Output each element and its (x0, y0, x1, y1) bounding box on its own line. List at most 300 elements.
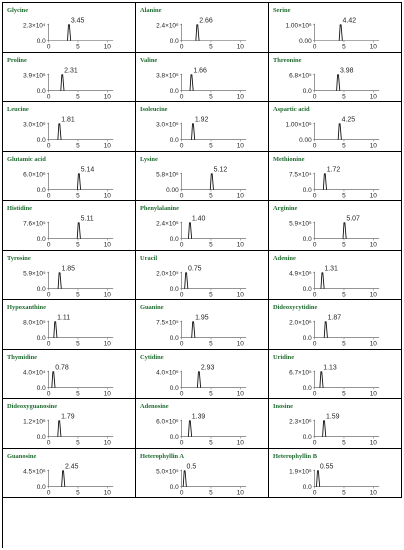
y-max-label: 3.8×10⁶ (156, 71, 179, 79)
y-max-label: 5.9×10⁶ (289, 220, 312, 228)
retention-time-label: 5.14 (80, 165, 95, 173)
chromatogram-panel (136, 3, 269, 53)
compound-name: Phenylalanine (139, 205, 180, 213)
chromatogram-panel (136, 53, 269, 103)
chromatogram-peak (320, 372, 323, 388)
retention-time-label: 1.85 (61, 265, 76, 273)
y-min-label: 0.0 (302, 484, 312, 492)
x-tick-label: 5 (342, 142, 346, 150)
compound-name: Cytidine (139, 353, 164, 361)
x-tick-label: 0 (179, 390, 184, 398)
retention-time-label: 1.40 (191, 215, 206, 223)
y-max-label: 2.0×10⁶ (289, 319, 312, 327)
chromatogram-plot (3, 201, 135, 250)
x-tick-label: 0 (312, 390, 317, 398)
chromatogram-plot (3, 449, 135, 498)
chromatogram-panel (136, 300, 269, 350)
x-tick-label: 5 (209, 390, 213, 398)
y-min-label: 0.0 (36, 38, 46, 46)
x-tick-label: 10 (369, 340, 377, 348)
chromatogram-peak (77, 223, 80, 239)
chromatogram-panel (3, 3, 136, 53)
chromatogram-panel (136, 399, 269, 449)
chromatogram-plot (136, 102, 268, 151)
x-tick-label: 10 (236, 291, 244, 299)
chromatogram-peak (188, 421, 191, 437)
y-max-label: 1.2×10⁶ (23, 418, 46, 426)
y-min-label: 0.0 (169, 137, 179, 145)
chromatogram-panel (269, 300, 402, 350)
x-tick-label: 5 (76, 43, 80, 51)
compound-name: Hypoxanthine (6, 304, 47, 312)
retention-time-label: 2.31 (64, 66, 78, 74)
x-tick-label: 0 (312, 241, 317, 249)
chromatogram-panel (136, 102, 269, 152)
x-tick-label: 0 (179, 489, 184, 497)
x-tick-label: 0 (46, 439, 51, 447)
y-min-label: 0.0 (302, 335, 312, 343)
chromatogram-peak (324, 322, 327, 338)
compound-name: Adenine (272, 254, 296, 262)
x-tick-label: 0 (312, 43, 317, 51)
chromatogram-peak (188, 223, 191, 239)
y-min-label: 0.0 (169, 384, 179, 392)
chromatogram-plot (136, 449, 268, 498)
y-max-label: 2.3×10⁴ (23, 22, 46, 30)
retention-time-label: 1.13 (323, 364, 337, 372)
chromatogram-panel (3, 251, 136, 301)
y-max-label: 6.0×10⁶ (23, 170, 46, 178)
chromatogram-peak (62, 471, 65, 487)
chromatogram-peak (185, 273, 188, 289)
retention-time-label: 1.79 (61, 413, 75, 421)
retention-time-label: 2.45 (65, 463, 79, 471)
compound-name: Uridine (272, 353, 295, 361)
x-tick-label: 10 (103, 241, 111, 249)
y-max-label: 2.4×10⁶ (156, 22, 179, 30)
y-max-label: 4.0×10⁴ (23, 369, 46, 377)
chromatogram-panel (136, 152, 269, 202)
chromatogram-peak (197, 372, 200, 388)
y-min-label: 0.0 (169, 484, 179, 492)
chromatogram-plot (136, 201, 268, 250)
chromatogram-plot (136, 300, 268, 349)
x-tick-label: 5 (76, 291, 80, 299)
chromatogram-peak (196, 25, 199, 41)
x-tick-label: 5 (209, 439, 213, 447)
chromatogram-plot (3, 152, 135, 201)
chromatogram-peak (58, 421, 61, 437)
x-tick-label: 0 (312, 291, 317, 299)
retention-time-label: 1.72 (326, 165, 341, 173)
x-tick-label: 5 (342, 241, 346, 249)
compound-name: Methionine (272, 155, 305, 163)
y-min-label: 0.0 (302, 384, 312, 392)
y-max-label: 2.3×10⁶ (289, 418, 312, 426)
chromatogram-plot (269, 53, 401, 102)
chromatogram-peak (339, 25, 342, 41)
chromatogram-panel (3, 102, 136, 152)
y-min-label: 0.0 (169, 335, 179, 343)
chromatogram-plot (136, 53, 268, 102)
x-tick-label: 10 (103, 340, 111, 348)
y-min-label: 0.0 (302, 186, 312, 194)
compound-name: Uracil (139, 254, 158, 262)
chromatogram-plot (269, 152, 401, 201)
compound-name: Guanine (139, 304, 164, 312)
chromatogram-panel (269, 102, 402, 152)
retention-time-label: 1.59 (325, 413, 340, 421)
y-max-label: 3.0×10⁶ (23, 121, 46, 129)
compound-name: Glutamic acid (6, 155, 46, 163)
chromatogram-plot (136, 152, 268, 201)
x-tick-label: 0 (179, 93, 184, 101)
x-tick-label: 5 (342, 291, 346, 299)
x-tick-label: 10 (369, 43, 377, 51)
x-tick-label: 10 (103, 489, 111, 497)
y-min-label: 0.0 (302, 434, 312, 442)
y-min-label: 0.00 (299, 38, 312, 46)
compound-name: Valine (139, 56, 158, 64)
chromatogram-panel (136, 251, 269, 301)
retention-time-label: 2.93 (200, 364, 215, 372)
chromatogram-peak (61, 74, 64, 90)
x-tick-label: 5 (209, 489, 213, 497)
y-min-label: 0.0 (36, 285, 46, 293)
x-tick-label: 5 (76, 241, 80, 249)
chromatogram-peak (321, 273, 324, 289)
compound-name: Arginine (272, 205, 298, 213)
chromatogram-peak (192, 124, 195, 140)
compound-name: Alanine (139, 6, 162, 14)
compound-name: Isoleucine (139, 105, 168, 113)
y-min-label: 0.0 (36, 484, 46, 492)
x-tick-label: 10 (236, 439, 244, 447)
x-tick-label: 10 (103, 390, 111, 398)
y-max-label: 7.5×10⁴ (289, 170, 312, 178)
chromatogram-panel (269, 152, 402, 202)
y-min-label: 0.00 (299, 137, 312, 145)
retention-time-label: 2.66 (199, 17, 213, 25)
chromatogram-plot (269, 201, 401, 250)
chromatogram-peak (323, 421, 326, 437)
x-tick-label: 5 (209, 241, 213, 249)
x-tick-label: 5 (209, 43, 213, 51)
x-tick-label: 0 (312, 142, 317, 150)
chromatogram-panel (3, 53, 136, 103)
chromatogram-plot (136, 399, 268, 448)
y-max-label: 1.00×10⁶ (285, 121, 312, 129)
y-max-label: 6.0×10⁶ (156, 418, 179, 426)
compound-name: Lysine (139, 155, 158, 163)
x-tick-label: 0 (179, 43, 184, 51)
x-tick-label: 5 (342, 93, 346, 101)
compound-name: Guanosine (6, 452, 37, 460)
y-min-label: 0.00 (166, 186, 179, 194)
y-max-label: 3.0×10⁶ (156, 121, 179, 129)
chromatogram-plot (269, 102, 401, 151)
chromatogram-peak (192, 322, 195, 338)
y-min-label: 0.0 (36, 87, 46, 95)
retention-time-label: 1.66 (193, 66, 207, 74)
y-max-label: 6.8×10⁵ (289, 71, 312, 79)
compound-name: Thymidine (6, 353, 38, 361)
chromatogram-peak (190, 74, 193, 90)
retention-time-label: 1.39 (191, 413, 206, 421)
retention-time-label: 5.11 (80, 215, 94, 223)
retention-time-label: 5.12 (213, 165, 228, 173)
chromatogram-peak (67, 25, 70, 41)
x-tick-label: 5 (342, 390, 346, 398)
y-min-label: 0.0 (302, 87, 312, 95)
x-tick-label: 10 (103, 192, 111, 200)
x-tick-label: 10 (369, 142, 377, 150)
y-min-label: 0.0 (169, 38, 179, 46)
x-tick-label: 10 (369, 489, 377, 497)
x-tick-label: 10 (369, 93, 377, 101)
x-tick-label: 10 (236, 241, 244, 249)
x-tick-label: 0 (179, 241, 184, 249)
chromatogram-panel (3, 152, 136, 202)
chromatogram-peak (210, 173, 213, 189)
x-tick-label: 5 (76, 390, 80, 398)
chromatogram-peak (338, 124, 341, 140)
chromatogram-panel (269, 350, 402, 400)
retention-time-label: 0.55 (319, 463, 334, 471)
x-tick-label: 0 (46, 489, 51, 497)
chromatogram-plot (3, 399, 135, 448)
x-tick-label: 10 (236, 390, 244, 398)
y-max-label: 1.00×10⁶ (285, 22, 312, 30)
chromatogram-panel (136, 449, 269, 499)
chromatogram-panel (269, 53, 402, 103)
x-tick-label: 0 (46, 340, 51, 348)
y-max-label: 7.5×10⁵ (156, 319, 179, 327)
x-tick-label: 0 (179, 340, 184, 348)
compound-name: Aspartic acid (272, 105, 310, 113)
chromatogram-panel (136, 350, 269, 400)
y-min-label: 0.0 (169, 434, 179, 442)
y-max-label: 5.0×10⁵ (156, 468, 179, 476)
y-max-label: 4.0×10⁶ (156, 369, 179, 377)
x-tick-label: 10 (236, 93, 244, 101)
x-tick-label: 10 (103, 43, 111, 51)
y-max-label: 7.6×10⁵ (23, 220, 46, 228)
chromatogram-plot (136, 350, 268, 399)
chromatogram-plot (269, 251, 401, 300)
chromatogram-peak (77, 173, 80, 189)
x-tick-label: 5 (209, 192, 213, 200)
retention-time-label: 0.5 (186, 463, 197, 471)
compound-name: Heterophyllin A (139, 452, 185, 460)
retention-time-label: 1.11 (57, 314, 71, 322)
compound-name: Leucine (6, 105, 29, 113)
chromatogram-plot (3, 3, 135, 52)
compound-name: Proline (6, 56, 27, 64)
x-tick-label: 0 (179, 291, 184, 299)
x-tick-label: 10 (236, 142, 244, 150)
retention-time-label: 1.87 (327, 314, 342, 322)
x-tick-label: 10 (369, 192, 377, 200)
x-tick-label: 5 (209, 93, 213, 101)
retention-time-label: 4.25 (341, 116, 356, 124)
x-tick-label: 5 (76, 439, 80, 447)
x-tick-label: 0 (179, 142, 184, 150)
x-tick-label: 0 (46, 291, 51, 299)
chromatogram-peak (323, 173, 326, 189)
chromatogram-peak (58, 124, 61, 140)
y-max-label: 8.0×10⁵ (23, 319, 46, 327)
x-tick-label: 10 (103, 439, 111, 447)
x-tick-label: 0 (46, 241, 51, 249)
y-max-label: 3.9×10⁶ (23, 71, 46, 79)
y-min-label: 0.0 (36, 137, 46, 145)
compound-name: Threonine (272, 56, 302, 64)
x-tick-label: 0 (46, 142, 51, 150)
x-tick-label: 5 (342, 489, 346, 497)
chromatogram-plot (3, 251, 135, 300)
chromatogram-plot (269, 350, 401, 399)
x-tick-label: 10 (103, 142, 111, 150)
y-max-label: 4.5×10⁶ (23, 468, 46, 476)
y-min-label: 0.0 (36, 236, 46, 244)
y-max-label: 5.9×10⁵ (23, 269, 46, 277)
y-min-label: 0.0 (36, 384, 46, 392)
x-tick-label: 10 (236, 489, 244, 497)
compound-name: Histidine (6, 205, 33, 213)
x-tick-label: 5 (209, 291, 213, 299)
y-max-label: 1.9×10⁶ (289, 468, 312, 476)
x-tick-label: 10 (369, 390, 377, 398)
chromatogram-peak (343, 223, 346, 239)
y-min-label: 0.0 (36, 335, 46, 343)
retention-time-label: 0.78 (55, 364, 69, 372)
chromatogram-plot (3, 53, 135, 102)
compound-name: Adenosine (139, 403, 169, 411)
x-tick-label: 5 (209, 340, 213, 348)
chromatogram-plot (269, 449, 401, 498)
y-max-label: 2.4×10⁶ (156, 220, 179, 228)
x-tick-label: 10 (236, 192, 244, 200)
chromatogram-plot (269, 300, 401, 349)
y-min-label: 0.0 (169, 285, 179, 293)
chromatogram-panel (3, 399, 136, 449)
chromatogram-grid (2, 2, 402, 548)
retention-time-label: 0.75 (188, 265, 202, 273)
y-min-label: 0.0 (36, 186, 46, 194)
retention-time-label: 5.07 (346, 215, 360, 223)
retention-time-label: 4.42 (342, 17, 357, 25)
retention-time-label: 1.92 (194, 116, 209, 124)
x-tick-label: 0 (312, 439, 317, 447)
chromatogram-plot (269, 399, 401, 448)
x-tick-label: 0 (179, 192, 184, 200)
chromatogram-panel (269, 399, 402, 449)
retention-time-label: 3.45 (70, 17, 85, 25)
x-tick-label: 0 (312, 93, 317, 101)
compound-name: Dideoxyguanosine (6, 403, 58, 411)
chromatogram-plot (269, 3, 401, 52)
x-tick-label: 0 (46, 93, 51, 101)
retention-time-label: 1.31 (324, 265, 338, 273)
compound-name: Dideoxycytidine (272, 304, 318, 312)
x-tick-label: 5 (76, 142, 80, 150)
y-min-label: 0.0 (169, 87, 179, 95)
y-max-label: 6.7×10⁵ (289, 369, 312, 377)
compound-name: Heterophyllin B (272, 452, 318, 460)
x-tick-label: 5 (76, 489, 80, 497)
x-tick-label: 10 (103, 291, 111, 299)
chromatogram-peak (337, 74, 340, 90)
y-min-label: 0.0 (302, 285, 312, 293)
x-tick-label: 5 (342, 439, 346, 447)
x-tick-label: 10 (369, 291, 377, 299)
retention-time-label: 3.98 (339, 66, 354, 74)
y-max-label: 2.0×10⁵ (156, 269, 179, 277)
x-tick-label: 10 (236, 43, 244, 51)
chromatogram-panel (136, 201, 269, 251)
x-tick-label: 0 (312, 340, 317, 348)
chromatogram-plot (136, 251, 268, 300)
chromatogram-panel (3, 449, 136, 499)
chromatogram-peak (52, 372, 55, 388)
chromatogram-panel (269, 201, 402, 251)
x-tick-label: 0 (46, 43, 51, 51)
x-tick-label: 10 (103, 93, 111, 101)
chromatogram-plot (136, 3, 268, 52)
x-tick-label: 5 (76, 93, 80, 101)
retention-time-label: 1.95 (195, 314, 209, 322)
x-tick-label: 5 (342, 192, 346, 200)
retention-time-label: 1.81 (61, 116, 75, 124)
chromatogram-plot (3, 300, 135, 349)
x-tick-label: 5 (342, 43, 346, 51)
y-min-label: 0.0 (36, 434, 46, 442)
x-tick-label: 0 (312, 192, 317, 200)
chromatogram-peak (316, 471, 319, 487)
x-tick-label: 0 (312, 489, 317, 497)
x-tick-label: 10 (369, 439, 377, 447)
compound-name: Serine (272, 6, 291, 14)
compound-name: Glycine (6, 6, 29, 14)
chromatogram-plot (3, 102, 135, 151)
x-tick-label: 5 (342, 340, 346, 348)
x-tick-label: 0 (46, 390, 51, 398)
chromatogram-peak (58, 273, 61, 289)
y-max-label: 4.9×10⁶ (289, 269, 312, 277)
x-tick-label: 5 (76, 192, 80, 200)
x-tick-label: 5 (76, 340, 80, 348)
chromatogram-panel (3, 350, 136, 400)
chromatogram-panel (269, 449, 402, 499)
compound-name: Inosine (272, 403, 294, 411)
y-min-label: 0.0 (302, 236, 312, 244)
chromatogram-panel (3, 300, 136, 350)
x-tick-label: 0 (46, 192, 51, 200)
x-tick-label: 0 (179, 439, 184, 447)
chromatogram-peak (54, 322, 57, 338)
y-max-label: 5.8×10⁶ (156, 170, 179, 178)
x-tick-label: 5 (209, 142, 213, 150)
chromatogram-peak (183, 471, 186, 487)
compound-name: Tyrosine (6, 254, 31, 262)
chromatogram-plot (3, 350, 135, 399)
x-tick-label: 10 (369, 241, 377, 249)
x-tick-label: 10 (236, 340, 244, 348)
chromatogram-panel (3, 201, 136, 251)
y-min-label: 0.0 (169, 236, 179, 244)
chromatogram-panel (269, 251, 402, 301)
